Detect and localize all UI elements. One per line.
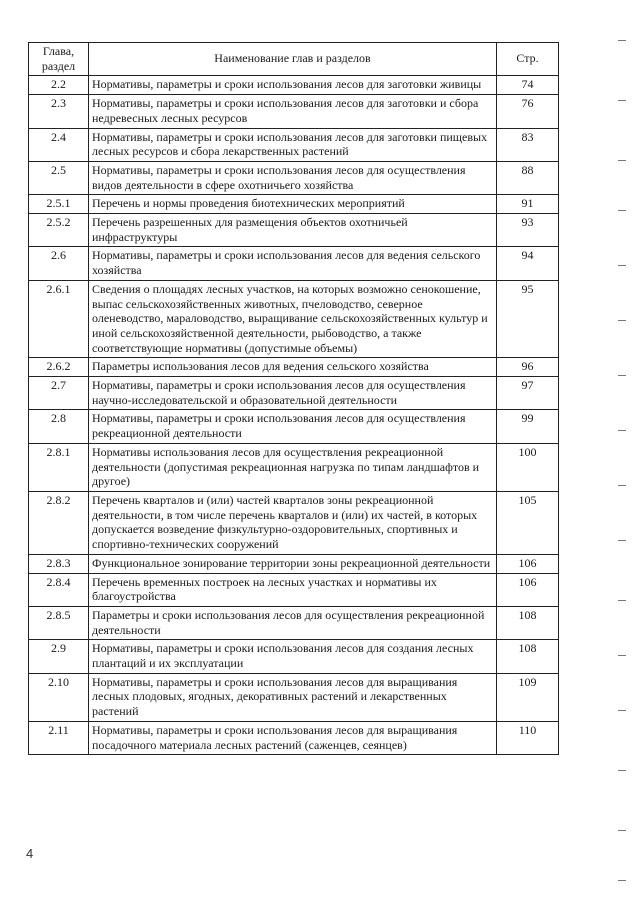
section-title: Нормативы, параметры и сроки использования лесов для осуществления видов деятельности в сфере охотничьего хозяйства bbox=[89, 161, 497, 194]
header-page: Стр. bbox=[497, 43, 559, 76]
edge-mark bbox=[618, 770, 626, 771]
table-row bbox=[29, 721, 559, 754]
section-title: Нормативы, параметры и сроки использования лесов для создания лесных плантаций и их эксплуатации bbox=[89, 640, 497, 673]
section-title: Нормативы, параметры и сроки использования лесов для осуществления рекреационной деятельности bbox=[89, 410, 497, 443]
section-number: 2.6 bbox=[29, 247, 89, 280]
section-title: Нормативы, параметры и сроки использования лесов для заготовки и сбора недревесных лесных ресурсов bbox=[89, 95, 497, 128]
section-page: 91 bbox=[497, 195, 559, 214]
section-title: Сведения о площадях лесных участков, на которых возможно сенокошение, выпас сельскохозяйственных животных, пчеловодство, северное оленеводство, мараловодство, выращивание сельскохозяйственных культур и иной сельскохозяйственной деятельности, рыбоводство, а также соответствующие нормативы (допустимые объемы) bbox=[89, 280, 497, 358]
section-title: Перечень и нормы проведения биотехнических мероприятий bbox=[89, 195, 497, 214]
section-number: 2.5 bbox=[29, 161, 89, 194]
table-row bbox=[29, 247, 559, 280]
table-row bbox=[29, 606, 559, 639]
header-row bbox=[29, 43, 559, 76]
section-number: 2.6.2 bbox=[29, 358, 89, 377]
section-number: 2.5.1 bbox=[29, 195, 89, 214]
edge-mark bbox=[618, 655, 626, 656]
section-page: 105 bbox=[497, 491, 559, 554]
section-title: Параметры и сроки использования лесов для осуществления рекреационной деятельности bbox=[89, 606, 497, 639]
section-page: 93 bbox=[497, 214, 559, 247]
section-page: 76 bbox=[497, 95, 559, 128]
section-page: 94 bbox=[497, 247, 559, 280]
edge-mark bbox=[618, 265, 626, 266]
table-row bbox=[29, 443, 559, 491]
section-page: 95 bbox=[497, 280, 559, 358]
table-row bbox=[29, 491, 559, 554]
header-title: Наименование глав и разделов bbox=[89, 43, 497, 76]
section-page: 106 bbox=[497, 554, 559, 573]
section-number: 2.10 bbox=[29, 673, 89, 721]
section-title: Нормативы, параметры и сроки использования лесов для заготовки пищевых лесных ресурсов и сбора лекарственных растений bbox=[89, 128, 497, 161]
section-title: Перечень кварталов и (или) частей кварталов зоны рекреационной деятельности, в том числе перечень кварталов и (или) их частей, в которых допускается возведение физкультурно-оздоровительных, спортивных и спортивно-технических сооружений bbox=[89, 491, 497, 554]
section-title: Параметры использования лесов для ведения сельского хозяйства bbox=[89, 358, 497, 377]
section-page: 108 bbox=[497, 606, 559, 639]
table-row bbox=[29, 128, 559, 161]
section-number: 2.8.1 bbox=[29, 443, 89, 491]
section-page: 108 bbox=[497, 640, 559, 673]
table-row bbox=[29, 214, 559, 247]
section-number: 2.3 bbox=[29, 95, 89, 128]
section-page: 99 bbox=[497, 410, 559, 443]
table-row bbox=[29, 280, 559, 358]
table-row bbox=[29, 554, 559, 573]
section-number: 2.8.2 bbox=[29, 491, 89, 554]
table-row bbox=[29, 640, 559, 673]
table-row bbox=[29, 573, 559, 606]
section-number: 2.5.2 bbox=[29, 214, 89, 247]
edge-mark bbox=[618, 485, 626, 486]
section-title: Нормативы, параметры и сроки использования лесов для заготовки живицы bbox=[89, 76, 497, 95]
section-title: Перечень разрешенных для размещения объектов охотничьей инфраструктуры bbox=[89, 214, 497, 247]
section-page: 109 bbox=[497, 673, 559, 721]
section-number: 2.8.3 bbox=[29, 554, 89, 573]
section-page: 83 bbox=[497, 128, 559, 161]
section-title: Перечень временных построек на лесных участках и нормативы их благоустройства bbox=[89, 573, 497, 606]
section-number: 2.11 bbox=[29, 721, 89, 754]
edge-mark bbox=[618, 830, 626, 831]
section-number: 2.7 bbox=[29, 377, 89, 410]
section-page: 96 bbox=[497, 358, 559, 377]
section-page: 88 bbox=[497, 161, 559, 194]
table-row bbox=[29, 195, 559, 214]
section-title: Нормативы, параметры и сроки использования лесов для выращивания лесных плодовых, ягодных, декоративных растений и лекарственных растений bbox=[89, 673, 497, 721]
edge-mark bbox=[618, 600, 626, 601]
edge-mark bbox=[618, 320, 626, 321]
table-row bbox=[29, 76, 559, 95]
edge-mark bbox=[618, 210, 626, 211]
section-number: 2.8.4 bbox=[29, 573, 89, 606]
section-number: 2.6.1 bbox=[29, 280, 89, 358]
edge-mark bbox=[618, 160, 626, 161]
header-chapter: Глава, раздел bbox=[29, 43, 89, 76]
contents-table bbox=[28, 42, 559, 755]
table-row bbox=[29, 358, 559, 377]
table-row bbox=[29, 410, 559, 443]
section-number: 2.2 bbox=[29, 76, 89, 95]
edge-mark bbox=[618, 40, 626, 41]
edge-mark bbox=[618, 100, 626, 101]
table-row bbox=[29, 95, 559, 128]
section-page: 97 bbox=[497, 377, 559, 410]
section-number: 2.8 bbox=[29, 410, 89, 443]
table-row bbox=[29, 673, 559, 721]
section-number: 2.9 bbox=[29, 640, 89, 673]
edge-mark bbox=[618, 430, 626, 431]
section-title: Нормативы, параметры и сроки использования лесов для осуществления научно-исследовательской и образовательной деятельности bbox=[89, 377, 497, 410]
section-number: 2.8.5 bbox=[29, 606, 89, 639]
section-title: Нормативы использования лесов для осуществления рекреационной деятельности (допустимая рекреационная нагрузка по типам ландшафтов и другое) bbox=[89, 443, 497, 491]
section-title: Нормативы, параметры и сроки использования лесов для ведения сельского хозяйства bbox=[89, 247, 497, 280]
edge-mark bbox=[618, 710, 626, 711]
table-row bbox=[29, 377, 559, 410]
table-row bbox=[29, 161, 559, 194]
section-page: 100 bbox=[497, 443, 559, 491]
edge-mark bbox=[618, 375, 626, 376]
section-number: 2.4 bbox=[29, 128, 89, 161]
page-number: 4 bbox=[26, 846, 34, 861]
section-page: 110 bbox=[497, 721, 559, 754]
edge-mark bbox=[618, 880, 626, 881]
edge-mark bbox=[618, 540, 626, 541]
section-title: Нормативы, параметры и сроки использования лесов для выращивания посадочного материала лесных растений (саженцев, сеянцев) bbox=[89, 721, 497, 754]
section-title: Функциональное зонирование территории зоны рекреационной деятельности bbox=[89, 554, 497, 573]
section-page: 106 bbox=[497, 573, 559, 606]
section-page: 74 bbox=[497, 76, 559, 95]
